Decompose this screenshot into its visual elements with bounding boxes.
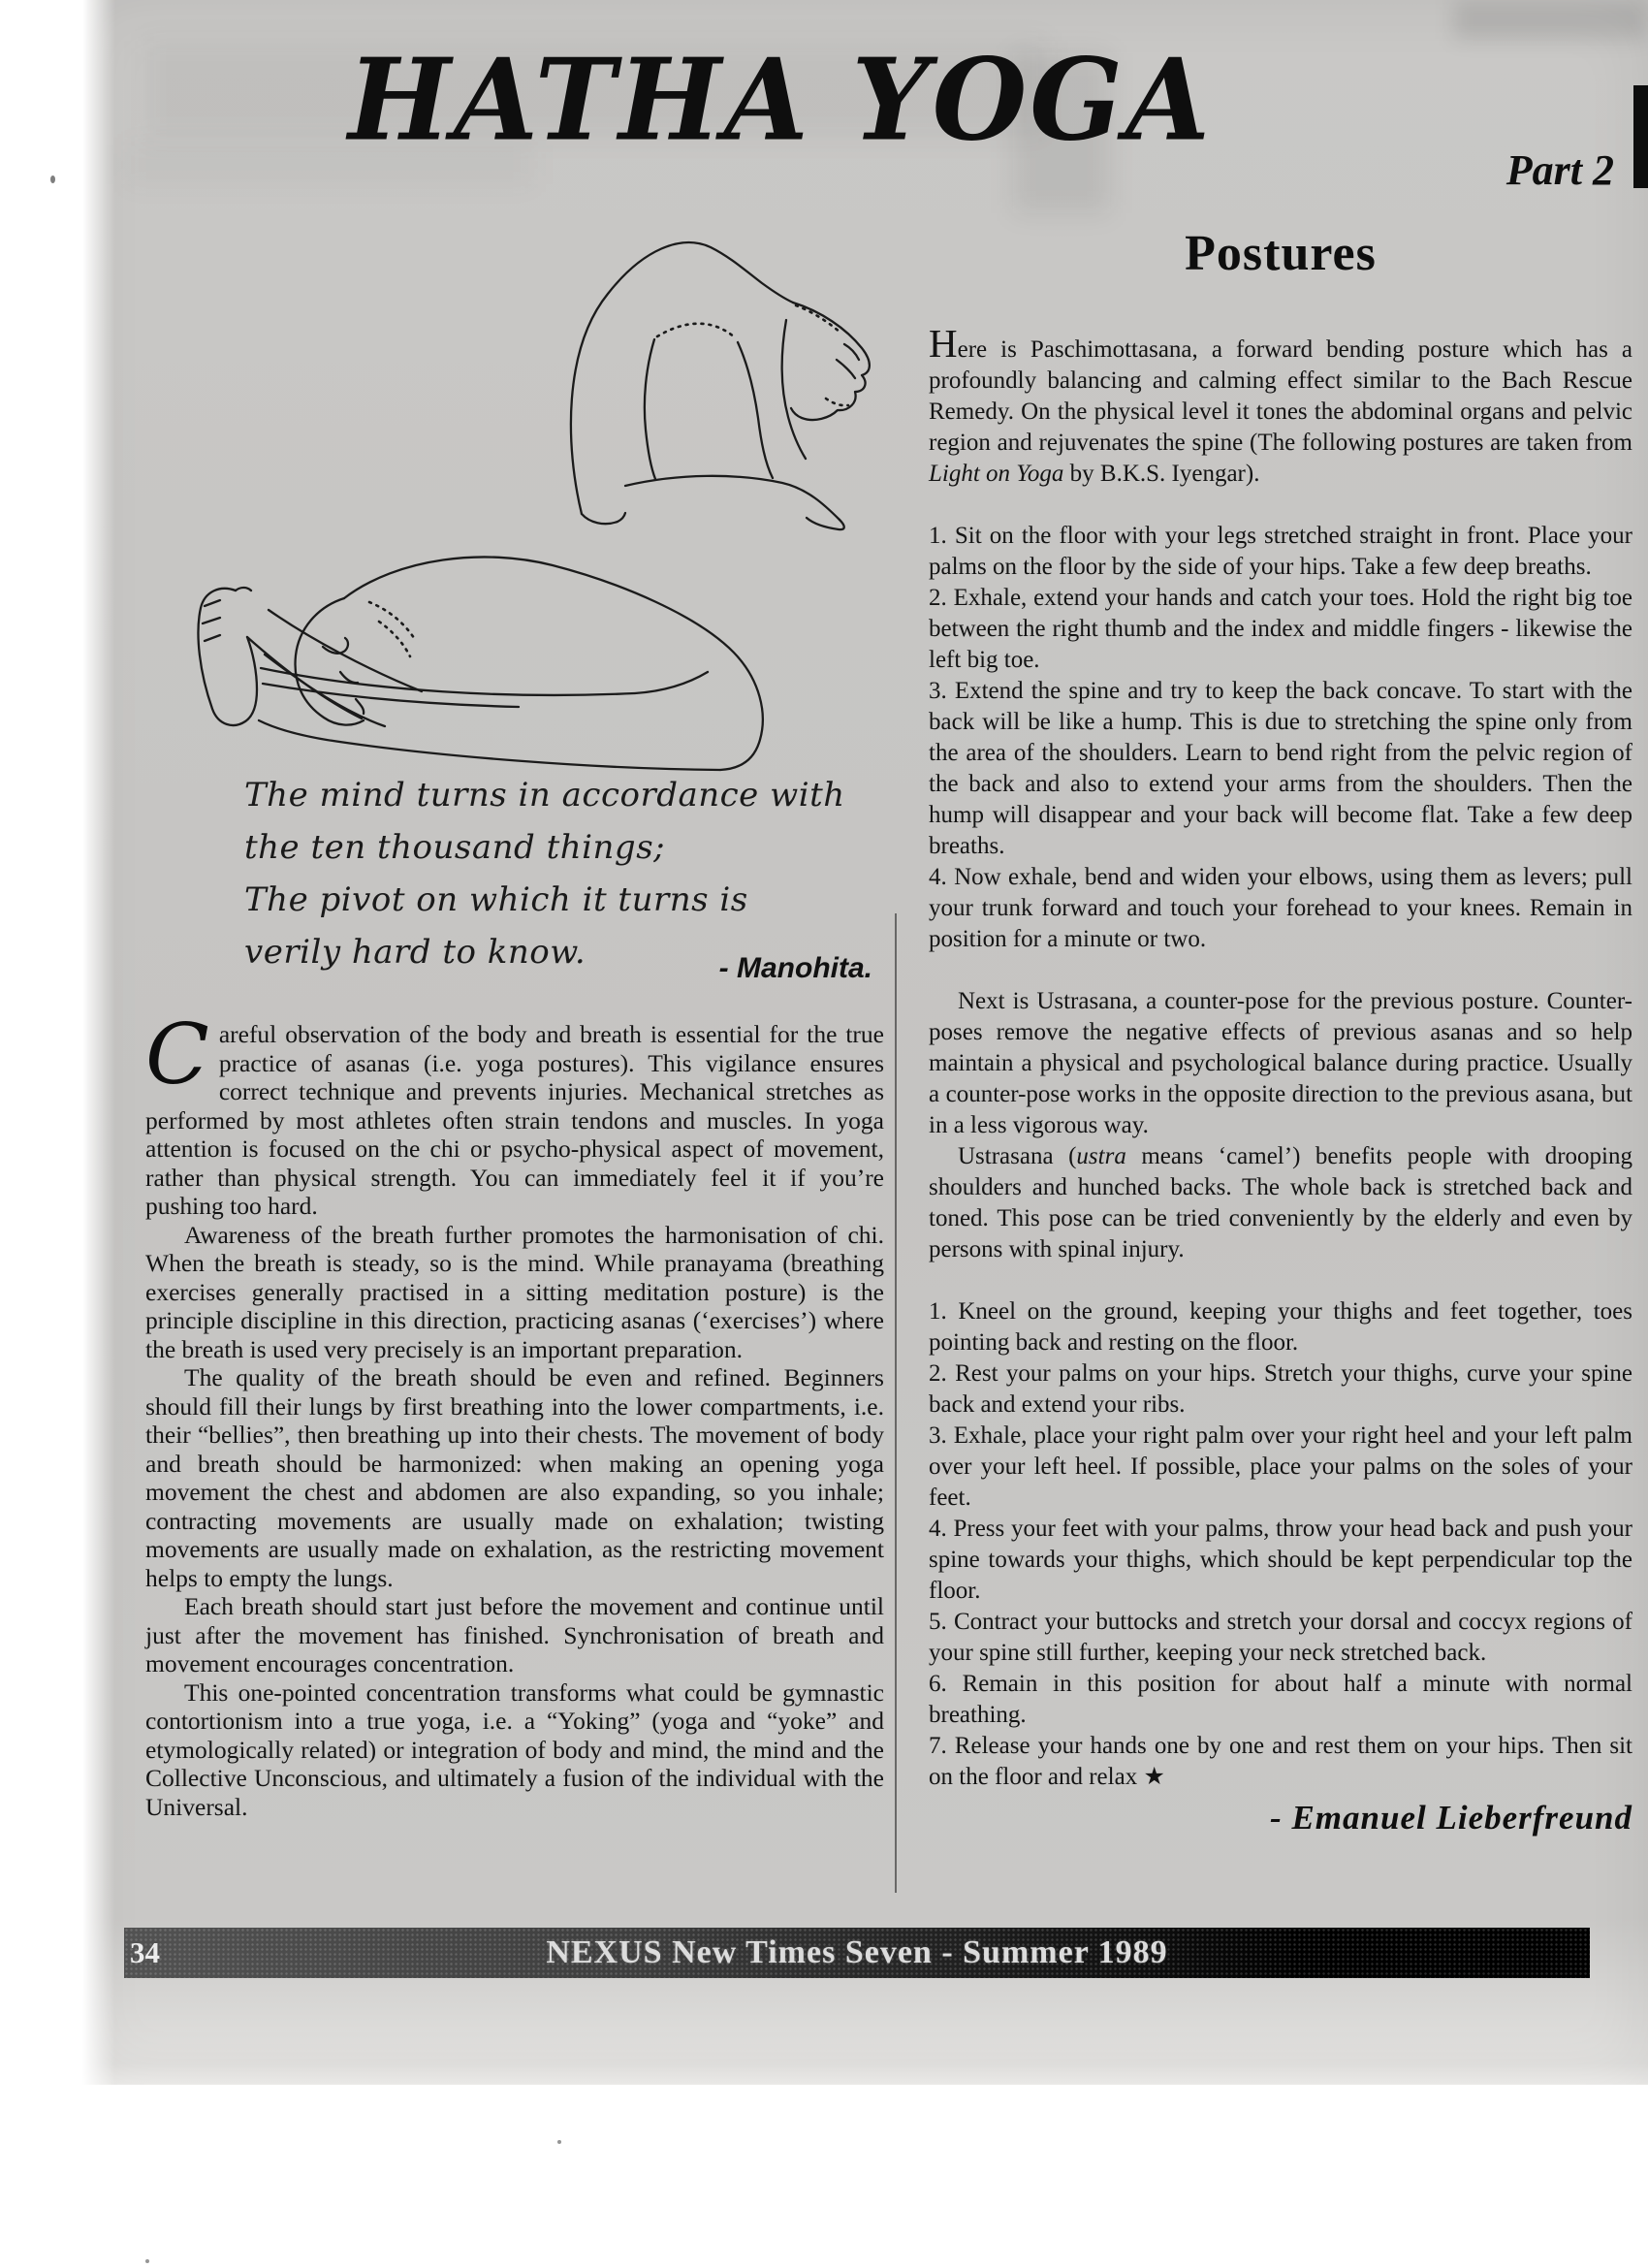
scan-speck [557, 2140, 561, 2144]
section-heading: Postures [1185, 226, 1377, 281]
paragraph-text: areful observation of the body and breath is essential for the true practice of asanas (i.e. yoga postures). This vigilance ensures correct technique and prevents injuries. Mechanical stretches as performed by most athletes often strain tendons and muscles. In yoga attention is focused on the chi or psycho-physical aspect of movement, rather than physical strength. You can immediately feel it if you’re pushing too hard. [145, 1020, 884, 1220]
author-signature: - Emanuel Lieberfreund [1270, 1799, 1632, 1837]
right-column-body [929, 321, 1632, 1837]
body-paragraph: Next is Ustrasana, a counter-pose for the previous posture. Counter-poses remove the negative effects of previous asanas and so help maintain a physical and psychological balance during practice. Usually a counter-pose works in the opposite direction to the previous asana, but in a less vigorous way. [929, 988, 1632, 1138]
body-paragraph [929, 1141, 1632, 1265]
quote-attribution: - Manohita. [718, 952, 872, 984]
figure-arm-line [265, 655, 385, 726]
quote-line: verily hard to know. [244, 933, 586, 972]
figure-foot-outline [198, 589, 257, 725]
figure-hair-dots [369, 602, 416, 641]
left-column-body [145, 1006, 884, 1821]
scan-edge-black-tab [1633, 85, 1648, 188]
step-item: 5. Contract your buttocks and stretch your dorsal and coccyx regions of your spine still further, keeping your neck stretched back. [929, 1609, 1632, 1666]
figure-back-outline [571, 242, 793, 514]
figure-hair-dots [379, 622, 410, 656]
paschimottasana-forward-bend-illustration [179, 536, 780, 781]
paragraph-text: by B.K.S. Iyengar). [1063, 461, 1260, 487]
paragraph-text: Ustrasana ( [958, 1143, 1077, 1169]
figure-toe-marks [203, 600, 220, 641]
step-item: 1. Kneel on the ground, keeping your thighs and feet together, toes pointing back and resting on the floor. [929, 1298, 1632, 1356]
figure-thigh-line [261, 668, 708, 695]
step-item: 3. Exhale, place your right palm over your right heel and your left palm over your left heel. If possible, place your palms on the soles of your feet. [929, 1422, 1632, 1511]
quote-line: the ten thousand things; [244, 828, 666, 867]
intro-paragraph [929, 321, 1632, 490]
figure-face-strokes [323, 638, 364, 714]
body-paragraph: The quality of the breath should be even and refined. Beginners should fill their lungs by first breathing into the lower compartments, i.e. their “bellies”, then breathing up into their chests. The movement of body and breath should be harmonized: when making an opening yoga movement the chest and abdomen are also expanding, so you inhale; contracting movements are usually made on exhalation; twisting movements are usually made on exhalation, as the restricting movement helps to empty the lungs. [145, 1363, 884, 1592]
step-item: 6. Remain in this position for about half a minute with normal breathing. [929, 1671, 1632, 1728]
step-item: 7. Release your hands one by one and rest them on your hips. Then sit on the floor and relax ★ [929, 1733, 1632, 1790]
body-paragraph: This one-pointed concentration transforms what could be gymnastic contortionism into a true yoga, i.e. a “Yoking” (yoga and “yoke” and etymologically related) or integration of body and mind, the mind and the Collective Unconscious, and ultimately a fusion of the individual with the Universal. [145, 1677, 884, 1821]
step-item: 2. Rest your palms on your hips. Stretch your thighs, curve your spine back and extend your ribs. [929, 1360, 1632, 1418]
step-item: 4. Now exhale, bend and widen your elbows, using them as levers; pull your trunk forward and touch your forehead to your knees. Remain in position for a minute or two. [929, 864, 1632, 952]
figure-head-outline [296, 598, 364, 725]
figure-foot [807, 518, 844, 529]
figure-thigh-inner-line [645, 339, 655, 479]
figure-torso-inner-line [738, 342, 773, 478]
drop-cap: C [145, 1006, 209, 1103]
pull-quote [244, 769, 845, 978]
figure-arm-line [782, 320, 806, 459]
figure-bottom-line [259, 720, 720, 770]
figure-toe-bump [236, 588, 251, 591]
figure-back-hump-outline [344, 557, 763, 770]
figure-hair-dots [796, 305, 840, 333]
quote-line: The mind turns in accordance with [244, 776, 845, 815]
scan-speck [50, 176, 55, 183]
page-number: 34 [130, 1935, 160, 1969]
paper-left-fade [82, 0, 115, 2085]
sanskrit-italic: ustra [1076, 1143, 1126, 1169]
step-item: 4. Press your feet with your palms, throw your head back and push your spine towards your thighs, which should be kept perpendicular top the floor. [929, 1516, 1632, 1604]
body-paragraph: Awareness of the breath further promotes the harmonisation of chi. When the breath is steady, so is the mind. While pranayama (breathing exercises generally practised in a sitting meditation posture) is the principle discipline in this direction, practicing asanas (‘exercises’) where the breath is used very precisely is an important preparation. [145, 1220, 884, 1363]
book-title-italic: Light on Yoga [929, 461, 1064, 487]
step-item: 3. Extend the spine and try to keep the back concave. To start with the back will be like a hump. This is due to stretching the spine only from the area of the shoulders. Learn to bend right from the pelvic region of the back and also to extend your arms from the shoulders. Then the hump will disappear and your back will become flat. Take a few deep breaths. [929, 678, 1632, 859]
figure-chin-dots [826, 399, 848, 405]
ustrasana-camel-pose-illustration [557, 228, 892, 538]
scan-edge-shade [1454, 0, 1648, 39]
page-title: HATHA YOGA [348, 34, 1213, 167]
column-divider-rule [895, 913, 897, 1893]
figure-head-outline [791, 303, 870, 420]
paragraph-text: means ‘camel’) benefits people with drooping shoulders and hunched backs. The whole back is stretched back and toned. This pose can be tried conveniently by the elderly and even by persons with spinal injury. [929, 1143, 1632, 1262]
scan-speck [145, 2259, 149, 2263]
paragraph-text: ere is Paschimottasana, a forward bending posture which has a profoundly balancing and calming effect similar to the Bach Rescue Remedy. On the physical level it tones the abdominal organs and pelvic region and rejuvenates the spine (The following postures are taken from [929, 336, 1632, 456]
step-item: 1. Sit on the floor with your legs stretched straight in front. Place your palms on the floor by the side of your hips. Take a few deep breaths. [929, 523, 1632, 580]
footer-bar [124, 1928, 1590, 1978]
figure-shin-line [625, 476, 840, 520]
figure-face-strokes [837, 344, 859, 378]
figure-knee [582, 513, 625, 524]
body-paragraph: Each breath should start just before the movement and continue until just after the movement has finished. Synchronisation of breath and movement encourages concentration. [145, 1592, 884, 1677]
lead-cap: H [929, 321, 958, 366]
footer-issue-text: NEXUS New Times Seven - Summer 1989 [546, 1934, 1168, 1970]
part-label: Part 2 [1505, 146, 1614, 194]
figure-shading-dots [657, 324, 736, 338]
step-item: 2. Exhale, extend your hands and catch your toes. Hold the right big toe between the right thumb and the index and middle fingers - likewise the left big toe. [929, 585, 1632, 673]
body-paragraph [145, 1006, 884, 1221]
quote-line: The pivot on which it turns is [244, 880, 748, 919]
